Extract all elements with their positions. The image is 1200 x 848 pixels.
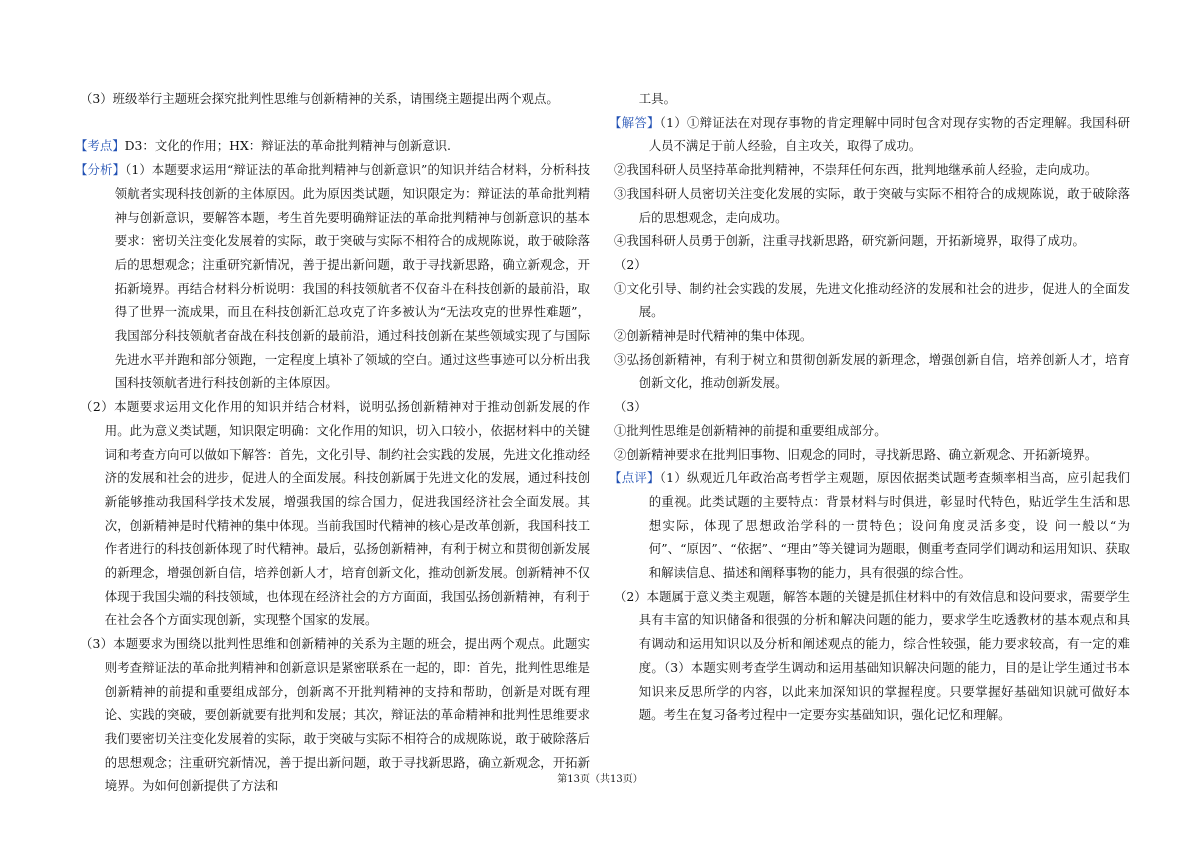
jieda-paragraph-1: [609, 111, 1131, 158]
question-3: （3）班级举行主题班会探究批判性思维与创新精神的关系，请围绕主题提出两个观点。: [80, 91, 559, 106]
jieda-text-1: （1）①辩证法在对现存事物的肯定理解中同时包含对现存实物的否定理解。我国科研人员不满足于前人经验，自主攻关，取得了成功。: [648, 114, 1131, 154]
dianping-tag: 【点评】: [609, 470, 660, 486]
kaodian-text: D3：文化的作用；HX：辩证法的革命批判精神与创新意识.: [124, 138, 451, 154]
answer-2-2: ②创新精神是时代精神的集中体现。: [614, 328, 813, 344]
answer-1-3: ③我国科研人员密切关注变化发展的实际，敢于突破与实际不相符合的成规陈说，敢于破除落后的思想观念，走向成功。: [614, 185, 1130, 225]
dianping-paragraph-1: [609, 466, 1131, 585]
dianping-text-1: （1）纵观近几年政治高考哲学主观题，原因依据类试题考查频率相当高，应引起我们的重视。此类试题的主要特点：背景材料与时俱进，彰显时代特色，贴近学生生活和思想实际，体现了思想政治学科的一贯特色；设问角度灵活多变，设 问一般以“为何”、“原因”、“依据”、“理由”等关键词为题眼，侧重考查同学们调动和运用知识、获取和解读信息、描述和阐释事物的能力，具有很强的综合性。: [648, 470, 1131, 581]
answer-2-1: ①文化引导、制约社会实践的发展，先进文化推动经济的发展和社会的进步，促进人的全面发展。: [614, 280, 1130, 320]
right-column: [609, 87, 1131, 727]
dianping-paragraph-2: （2）本题属于意义类主观题，解答本题的关键是抓住材料中的有效信息和设问要求，需要学生具有丰富的知识储备和很强的分析和解决问题的能力，要求学生吃透教材的基本观点和具有调动和运用知识以及分析和阐述观点的能力，综合性较强，能力要求较高，有一定的难度。（3）本题实则考查学生调动和运用基础知识解决问题的能力，目的是让学生通过书本知识来反思所学的内容，以此来加深知识的掌握程度。只要掌握好基础知识就可做好本题。考生在复习备考过程中一定要夯实基础知识，强化记忆和理解。: [614, 588, 1130, 723]
answer-3-heading: （3）: [614, 399, 647, 415]
fenxi-paragraph-1: [75, 158, 591, 395]
continued-text: 工具。: [638, 91, 676, 106]
jieda-tag: 【解答】: [609, 114, 660, 130]
answer-2-3: ③弘扬创新精神，有利于树立和贯彻创新发展的新理念，增强创新自信，培养创新人才，培育创新文化，推动创新发展。: [614, 351, 1130, 391]
spacer: [80, 111, 590, 135]
answer-3-1: ①批判性思维是创新精神的前提和重要组成部分。: [614, 422, 887, 438]
answer-1-4: ④我国科研人员勇于创新，注重寻找新思路，研究新问题，开拓新境界，取得了成功。: [614, 233, 1085, 249]
fenxi-text-1: （1）本题要求运用“辩证法的革命批判精神与创新意识”的知识并结合材料，分析科技领航者实现科技创新的主体原因。此为原因类试题，知识限定为：辩证法的革命批判精神与创新意识，要解答本题，考生首先要明确辩证法的革命批判精神与创新意识的基本要求：密切关注变化发展着的实际，敢于突破与实际不相符合的成规陈说，敢于破除落后的思想观念；注重研究新情况，善于提出新问题，敢于寻找新思路，确立新观念，开拓新境界。再结合材料分析说明：我国的科技领航者不仅奋斗在科技创新的最前沿，取得了世界一流成果，而且在科技创新汇总攻克了许多被认为“无法攻克的世界性难题”，我国部分科技领航者奋战在科技创新的最前沿，通过科技创新在某些领域实现了与国际先进水平并跑和部分领跑，一定程度上填补了领域的空白。通过这些事迹可以分析出我国科技领航者进行科技创新的主体原因。: [114, 162, 591, 391]
fenxi-paragraph-3: （3）本题要求为围绕以批判性思维和创新精神的关系为主题的班会，提出两个观点。此题实则考查辩证法的革命批判精神和创新意识是紧密联系在一起的，即：首先，批判性思维是创新精神的前提和重要组成部分，创新离不开批判精神的支持和帮助，创新是对既有理论、实践的突破，要创新就要有批判和发展；其次，辩证法的革命精神和批判性思维要求我们要密切关注变化发展着的实际，敢于突破与实际不相符合的成规陈说，敢于破除落后的思想观念；注重研究新情况，善于提出新问题，敢于寻找新思路，确立新观念，开拓新境界。为如何创新提供了方法和: [80, 636, 590, 794]
page-number: 第13页（共13页）: [557, 774, 643, 785]
fenxi-tag: 【分析】: [75, 162, 126, 178]
answer-2-heading: （2）: [614, 256, 647, 272]
kaodian-paragraph: [75, 134, 590, 158]
left-column: [75, 87, 591, 798]
kaodian-tag: 【考点】: [75, 138, 125, 154]
answer-1-2: ②我国科研人员坚持革命批判精神，不崇拜任何东西，批判地继承前人经验，走向成功。: [614, 162, 1098, 178]
answer-3-2: ②创新精神要求在批判旧事物、旧观念的同时，寻找新思路、确立新观念、开拓新境界。: [614, 446, 1098, 462]
fenxi-paragraph-2: （2）本题要求运用文化作用的知识并结合材料，说明弘扬创新精神对于推动创新发展的作用。此为意义类试题，知识限定明确：文化作用的知识，切入口较小，依据材料中的关键词和考查方向可以做如下解答：首先，文化引导、制约社会实践的发展，先进文化推动经济的发展和社会的进步，促进人的全面发展。科技创新属于先进文化的发展，通过科技创新能够推动我国科学技术发展，增强我国的综合国力，促进我国经济社会全面发展。其次，创新精神是时代精神的集中体现。当前我国时代精神的核心是改革创新，我国科技工作者进行的科技创新体现了时代精神。最后，弘扬创新精神，有利于树立和贯彻创新发展的新理念，增强创新自信，培养创新人才，培育创新文化，推动创新发展。创新精神不仅体现于我国尖端的科技领域，也体现在经济社会的方方面面，我国弘扬创新精神，有利于在社会各个方面实现创新，实现整个国家的发展。: [80, 399, 590, 628]
